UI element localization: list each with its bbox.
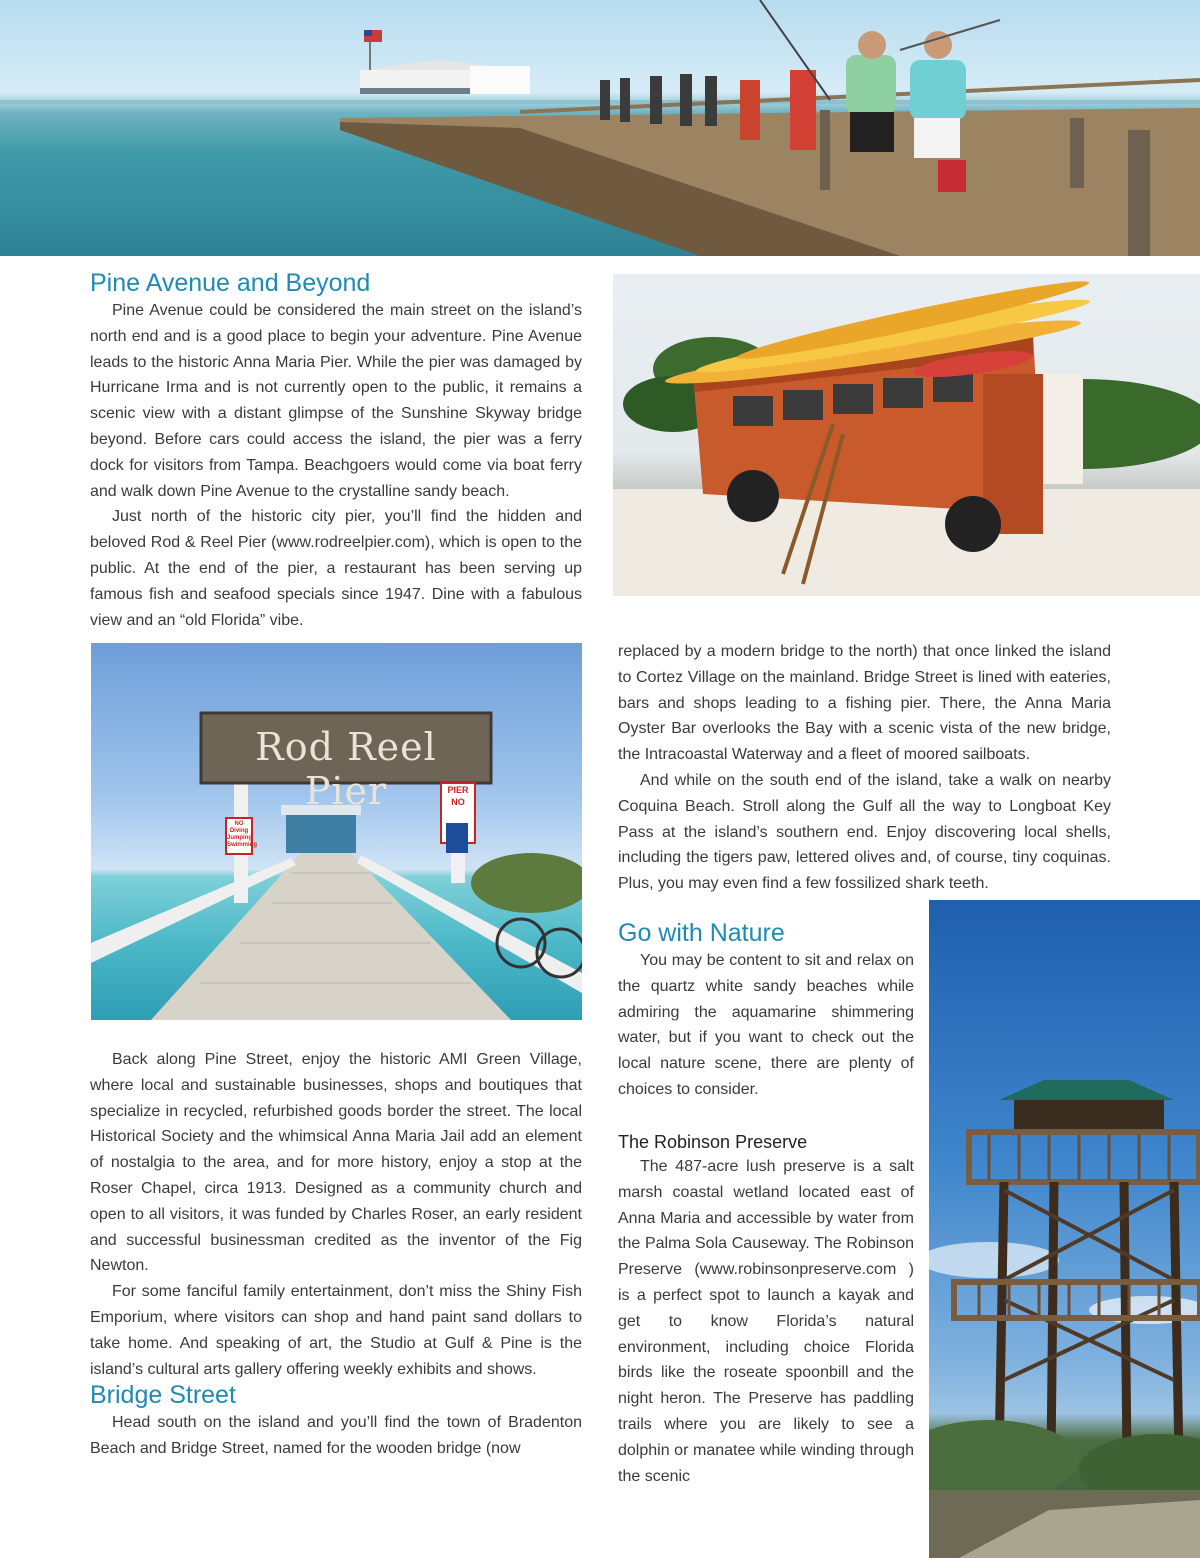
paragraph-bridge-street-start: Head south on the island and you’ll find the town of Bradenton Beach and Bridge Street, named for the wooden bridge (now	[90, 1414, 582, 1457]
paragraph-coquina-beach: And while on the south end of the island, take a walk on nearby Coquina Beach. Stroll along the Gulf all the way to Longboat Key Pass at the island’s southern end. Enjoy discovering local shells, including the tigers paw, lettered olives and, of course, tiny coquinas. Plus, you may even find a few fossilized shark teeth.	[618, 771, 1111, 893]
no-sign-text: NO	[451, 797, 465, 807]
pier-illustration	[0, 0, 1200, 256]
paragraph-green-village: Back along Pine Street, enjoy the historic AMI Green Village, where local and sustainable businesses, shops and boutiques that specialize in recycled, refurbished goods border the street. The local Historical Society and the whimsical Anna Maria Jail add an element of nostalgia to the area, and for more history, enjoy a stop at the Roser Chapel, circa 1913. Designed as a community church and open to all visitors, it was funded by Charles Roser, an early resident and successful businessman credited as the inventor of the Fig Newton.	[90, 1051, 582, 1275]
heading-pine-avenue: Pine Avenue and Beyond	[90, 269, 371, 297]
photo-anna-maria-pier	[0, 0, 1200, 256]
paragraph-bridge-street-continued: replaced by a modern bridge to the north) that once linked the island to Cortez Village on the mainland. Bridge Street is lined with eateries, bars and shops leading to a fishing pier. There, the Anna Maria Oyster Bar overlooks the Bay with a scenic vista of the new bridge, the Intracoastal Waterway and a fleet of moored sailboats.	[618, 643, 1111, 764]
paragraph-pine-avenue-2: Just north of the historic city pier, you’ll find the hidden and beloved Rod & Reel Pier (www.rodreelpier.com), which is open to the public. At the end of the pier, a restaurant has been serving up famous fish and seafood specials since 1947. Dine with a fabulous view and an “old Florida” vibe.	[90, 508, 582, 629]
paragraph-shiny-fish: For some fanciful family entertainment, don’t miss the Shiny Fish Emporium, where visitors can shop and hand paint sand dollars to take home. And speaking of art, the Studio at Gulf & Pine is the island’s cultural arts gallery offering weekly exhibits and shows.	[90, 1283, 582, 1378]
bus-illustration	[613, 274, 1200, 596]
section-pine-avenue-continued	[90, 1047, 582, 1382]
pier-sign-text: PIER	[447, 785, 469, 795]
paragraph-pine-avenue-1: Pine Avenue could be considered the main street on the island’s north end and is a good place to begin your adventure. Pine Avenue leads to the historic Anna Maria Pier. While the pier was damaged by Hurricane Irma and is not currently open to the public, it remains a scenic view with a distant glimpse of the Sunshine Skyway bridge beyond. Before cars could access the island, the pier was a ferry dock for visitors from Tampa. Beachgoers would come via boat ferry and walk down Pine Avenue to the crystalline sandy beach.	[90, 302, 582, 500]
paragraph-go-with-nature: You may be content to sit and relax on the quartz white sandy beaches while admiring the aquamarine shimmering water, but if you want to check out the local nature scene, there are plenty of choices to consider.	[618, 952, 914, 1098]
section-go-with-nature	[618, 918, 914, 1103]
photo-surf-bus	[613, 274, 1200, 596]
section-pine-avenue	[90, 268, 582, 633]
rod-reel-illustration	[91, 643, 582, 1020]
heading-go-with-nature: Go with Nature	[618, 919, 785, 947]
rod-reel-sign-text: Rod Reel Pier	[255, 725, 437, 813]
photo-rod-reel-pier	[91, 643, 582, 1020]
photo-observation-tower	[929, 900, 1200, 1558]
tower-illustration	[929, 900, 1200, 1558]
warning-sign-text: NO Diving Jumping Swimming	[227, 821, 258, 848]
heading-robinson-preserve: The Robinson Preserve	[618, 1132, 808, 1152]
heading-bridge-street: Bridge Street	[90, 1381, 236, 1409]
section-bridge-street	[90, 1380, 582, 1462]
paragraph-robinson-preserve: The 487-acre lush preserve is a salt marsh coastal wetland located east of Anna Maria and accessible by water from the Palma Sola Causeway. The Robinson Preserve (www.robinsonpreserve.com ) is a perfect spot to launch a kayak and get to know Florida’s natural environment, including choice Florida birds like the roseate spoonbill and the night heron. The Preserve has paddling trails where you are likely to see a dolphin or manatee while winding through the scenic	[618, 1158, 914, 1485]
section-robinson-preserve	[618, 1130, 914, 1489]
section-bridge-street-continued	[618, 639, 1111, 897]
